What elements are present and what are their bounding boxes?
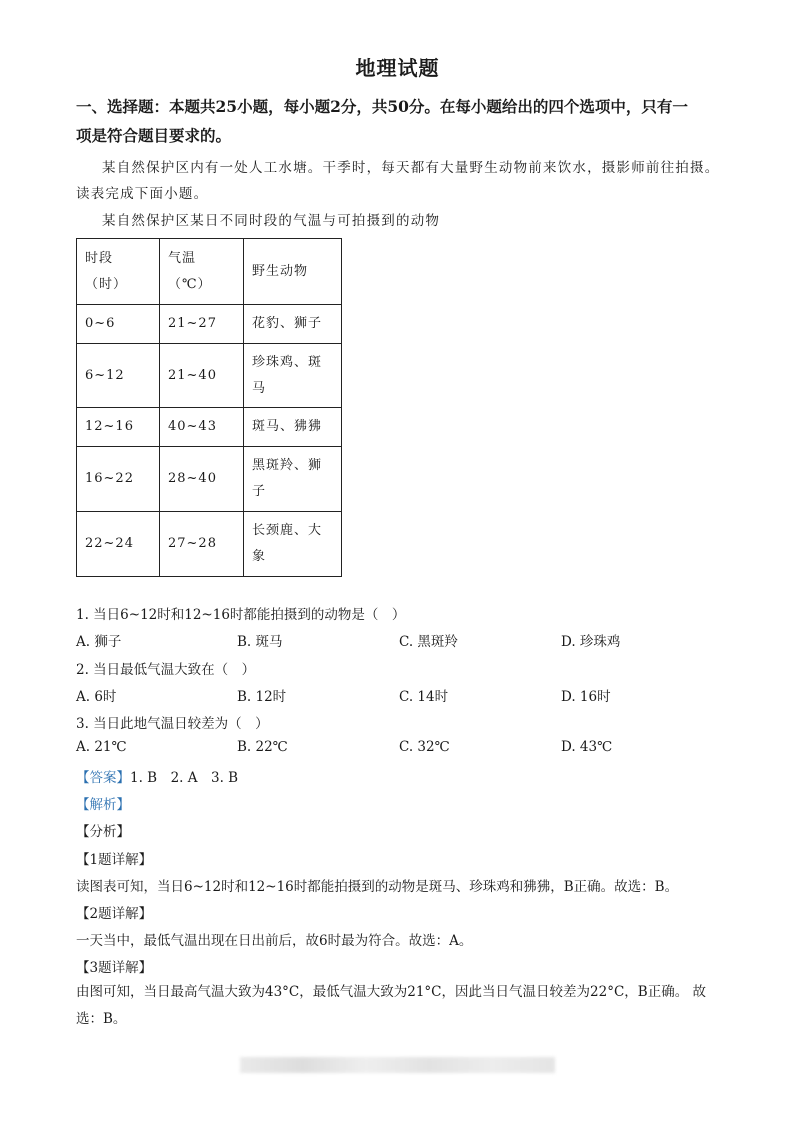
question-1-stem: 1. 当日6~12时和12~16时都能拍摄到的动物是（ ） <box>76 607 406 623</box>
question-1-option-a: A. 狮子 <box>76 634 122 650</box>
data-table <box>76 238 342 577</box>
question-2-stem: 2. 当日最低气温大致在（ ） <box>76 662 256 678</box>
section-heading-line-1: 一、选择题：本题共25小题，每小题2分，共50分。在每小题给出的四个选项中，只有一 <box>76 97 688 116</box>
header-temperature: 气温 （℃） <box>160 239 244 305</box>
cell-animals: 黑斑羚、狮 子 <box>244 447 342 512</box>
detail-1-text: 读图表可知，当日6~12时和12~16时都能拍摄到的动物是斑马、珍珠鸡和狒狒，B正确。故选：B。 <box>76 879 679 895</box>
table-row <box>77 305 342 344</box>
cell-temp: 21~27 <box>160 305 244 344</box>
cell-animals: 长颈鹿、大 象 <box>244 512 342 577</box>
question-3-stem: 3. 当日此地气温日较差为（ ） <box>76 716 269 732</box>
question-1-option-d: D. 珍珠鸡 <box>561 634 621 650</box>
cell-period: 0~6 <box>77 305 160 344</box>
table-header-row <box>77 239 342 305</box>
detail-1-label: 【1题详解】 <box>76 852 153 868</box>
question-3-option-a: A. 21℃ <box>76 739 127 755</box>
question-1-option-c: C. 黑斑羚 <box>399 634 458 650</box>
detail-2-text: 一天当中，最低气温出现在日出前后，故6时最为符合。故选：A。 <box>76 933 473 949</box>
intro-paragraph: 某自然保护区内有一处人工水塘。干季时，每天都有大量野生动物前来饮水，摄影师前往拍摄。读表完成下面小题。 <box>76 160 720 202</box>
answer-text: 1. B 2. A 3. B <box>130 770 239 786</box>
cell-period: 12~16 <box>77 408 160 447</box>
table-row <box>77 512 342 577</box>
table-row <box>77 447 342 512</box>
cell-temp: 27~28 <box>160 512 244 577</box>
cell-animals: 斑马、狒狒 <box>244 408 342 447</box>
cell-period: 6~12 <box>77 344 160 408</box>
cell-animals: 珍珠鸡、斑 马 <box>244 344 342 408</box>
fenxi-label: 【分析】 <box>76 824 130 840</box>
question-3-option-d: D. 43℃ <box>561 739 613 755</box>
question-1-option-b: B. 斑马 <box>237 634 283 650</box>
question-3-option-b: B. 22℃ <box>237 739 288 755</box>
question-2-option-d: D. 16时 <box>561 689 611 705</box>
cell-animals: 花豹、狮子 <box>244 305 342 344</box>
question-3-option-c: C. 32℃ <box>399 739 450 755</box>
header-animals: 野生动物 <box>244 239 342 305</box>
table-row <box>77 408 342 447</box>
question-2-option-a: A. 6时 <box>76 689 117 705</box>
blurred-watermark <box>240 1057 555 1073</box>
cell-period: 16~22 <box>77 447 160 512</box>
answer-label: 【答案】 <box>76 770 130 786</box>
detail-3-text: 由图可知，当日最高气温大致为43°C，最低气温大致为21°C，因此当日气温日较差为22°C，B正确。 故选：B。 <box>76 984 706 1027</box>
detail-2-label: 【2题详解】 <box>76 906 153 922</box>
question-2-option-c: C. 14时 <box>399 689 449 705</box>
cell-temp: 21~40 <box>160 344 244 408</box>
question-2-option-b: B. 12时 <box>237 689 287 705</box>
cell-period: 22~24 <box>77 512 160 577</box>
header-period: 时段 （时） <box>77 239 160 305</box>
answer-line <box>76 766 238 786</box>
detail-3-label: 【3题详解】 <box>76 960 153 976</box>
section-heading <box>76 92 726 150</box>
section-heading-line-2: 项是符合题目要求的。 <box>76 126 232 145</box>
table-caption: 某自然保护区某日不同时段的气温与可拍摄到的动物 <box>102 213 441 229</box>
page-title: 地理试题 <box>355 56 440 80</box>
table-row <box>77 344 342 408</box>
cell-temp: 40~43 <box>160 408 244 447</box>
cell-temp: 28~40 <box>160 447 244 512</box>
analysis-label: 【解析】 <box>76 797 130 813</box>
